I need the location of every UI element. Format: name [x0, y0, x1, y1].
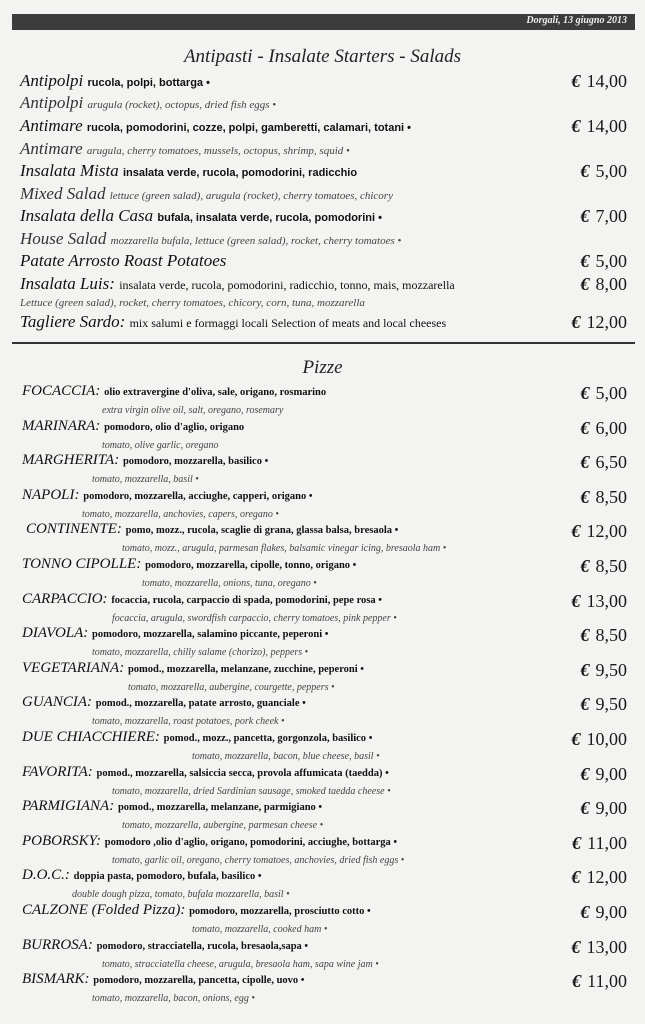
pizza-ingredients: olio extravergine d'oliva, sale, origano, rosmarino — [104, 387, 327, 398]
dot-icon: • — [299, 698, 306, 709]
item-price — [572, 592, 628, 610]
pizza-name: DUE CHIACCHIERE: — [22, 729, 164, 745]
price-value: 9,00 — [595, 798, 627, 818]
pizza-translation-line — [92, 643, 308, 659]
item-price — [572, 522, 628, 540]
pizza-ingredients: pomodoro, olio d'aglio, origano — [104, 422, 245, 433]
item-price — [581, 695, 628, 713]
pizza-ingredients: pomodoro, mozzarella, acciughe, capperi, origano — [83, 491, 307, 502]
item-description: rucola, pomodorini, cozze, polpi, gamberetti, calamari, totani — [86, 122, 405, 134]
starter-translation-line — [20, 294, 365, 310]
pizza-name: NAPOLI: — [22, 487, 84, 503]
pizza-ingredients: pomod., mozz., pancetta, gorgonzola, basilico — [163, 733, 367, 744]
item-alt-name: Antimare — [20, 139, 87, 158]
pizza-name: DIAVOLA: — [22, 625, 93, 641]
euro-icon: € — [580, 660, 590, 680]
pizza-ingredients: pomodoro, mozzarella, cipolle, tonno, origano — [145, 560, 351, 571]
price-value: 6,00 — [595, 418, 627, 438]
pizza-translation: tomato, mozz., arugula, parmesan flakes, balsamic vinegar icing, bresaola ham — [122, 543, 441, 554]
item-alt-name: Mixed Salad — [20, 184, 110, 203]
item-price — [581, 384, 628, 402]
starters-section-title: Antipasti - Insalate Starters - Salads — [183, 46, 462, 67]
item-price — [581, 419, 628, 437]
dot-icon: • — [440, 543, 447, 554]
starter-item — [20, 252, 226, 270]
pizza-translation: extra virgin olive oil, salt, oregano, rosemary — [102, 405, 284, 416]
pizza-translation: tomato, mozzarella, aubergine, courgette, peppers — [128, 682, 329, 693]
item-translation: lettuce (green salad), arugula (rocket), cherry tomatoes, chicory — [109, 190, 393, 202]
pizza-item — [22, 798, 322, 814]
euro-icon: € — [571, 867, 581, 887]
pizza-translation: tomato, garlic oil, oregano, cherry tomatoes, anchovies, dried fish eggs — [112, 855, 399, 866]
pizza-translation: tomato, mozzarella, cooked ham — [192, 924, 322, 935]
pizza-ingredients: doppia pasta, pomodoro, bufala, basilico — [73, 871, 256, 882]
pizza-translation: tomato, mozzarella, anchovies, capers, oregano — [82, 509, 273, 520]
starter-item — [20, 162, 357, 180]
pizza-translation: double dough pizza, tomato, bufala mozzarella, basil — [72, 889, 284, 900]
euro-icon: € — [571, 729, 581, 749]
pizza-translation-line — [192, 747, 380, 763]
price-value: 11,00 — [587, 971, 627, 991]
price-value: 6,50 — [595, 452, 627, 472]
price-value: 13,00 — [586, 937, 627, 957]
dot-icon: • — [390, 613, 397, 624]
item-name: Patate Arrosto — [20, 251, 124, 270]
dot-icon: • — [373, 751, 380, 762]
euro-icon: € — [572, 833, 582, 853]
item-price — [581, 275, 628, 293]
dot-icon: • — [261, 456, 269, 467]
dot-icon: • — [366, 733, 373, 744]
price-value: 14,00 — [586, 71, 627, 91]
dot-icon: • — [343, 145, 350, 157]
pizza-translation-line — [128, 678, 335, 694]
price-value: 10,00 — [586, 729, 627, 749]
pizza-name: TONNO CIPOLLE: — [22, 556, 146, 572]
item-price — [581, 453, 628, 471]
dot-icon: • — [390, 837, 398, 848]
pizza-name: CONTINENTE: — [26, 521, 126, 537]
dot-icon: • — [272, 509, 279, 520]
euro-icon: € — [571, 116, 581, 136]
starter-item — [20, 313, 446, 331]
dot-icon: • — [269, 99, 277, 111]
pizza-translation: tomato, mozzarella, onions, tuna, oregano — [142, 578, 311, 589]
pizza-item — [22, 729, 372, 745]
item-description: bufala, insalata verde, rucola, pomodorini — [157, 212, 376, 224]
euro-icon: € — [571, 312, 581, 332]
item-price — [581, 162, 628, 180]
pizza-ingredients: pomod., mozzarella, salsiccia secca, provola affumicata (taedda) — [96, 768, 383, 779]
price-value: 9,00 — [595, 902, 627, 922]
pizza-translation: tomato, mozzarella, roast potatoes, pork cheek — [92, 716, 279, 727]
dot-icon: • — [248, 993, 255, 1004]
item-translation: Roast Potatoes — [123, 251, 227, 270]
pizza-item — [22, 971, 304, 987]
pizza-item — [22, 694, 306, 710]
euro-icon: € — [580, 556, 590, 576]
euro-icon: € — [580, 383, 590, 403]
euro-icon: € — [580, 902, 590, 922]
euro-icon: € — [571, 591, 581, 611]
starter-item — [20, 275, 455, 293]
euro-icon: € — [580, 798, 590, 818]
euro-icon: € — [580, 418, 590, 438]
dot-icon: • — [301, 941, 309, 952]
item-price — [581, 903, 628, 921]
price-value: 11,00 — [587, 833, 627, 853]
pizza-item — [22, 937, 308, 953]
price-value: 9,50 — [595, 660, 627, 680]
dot-icon: • — [203, 77, 210, 89]
item-translation: Selection of meats and local cheeses — [268, 316, 447, 330]
euro-icon: € — [580, 251, 590, 271]
item-price — [572, 117, 628, 135]
item-price — [572, 834, 627, 852]
item-name: Tagliere Sardo: — [20, 312, 130, 331]
dot-icon: • — [298, 975, 305, 986]
euro-icon: € — [571, 521, 581, 541]
euro-icon: € — [571, 71, 581, 91]
starter-translation-line — [20, 230, 401, 248]
price-value: 8,00 — [595, 274, 627, 294]
pizza-translation: focaccia, arugula, swordfish carpaccio, cherry tomatoes, pink pepper — [112, 613, 391, 624]
item-name: Insalata Luis: — [20, 274, 120, 293]
dot-icon: • — [192, 474, 199, 485]
price-value: 5,00 — [595, 383, 627, 403]
euro-icon: € — [580, 161, 590, 181]
euro-icon: € — [580, 694, 590, 714]
pizza-ingredients: pomodoro ,olio d'aglio, origano, pomodorini, acciughe, bottarga — [104, 837, 391, 848]
pizza-translation-line — [142, 574, 317, 590]
pizza-translation-line — [92, 989, 255, 1005]
pizza-ingredients: pomodoro, mozzarella, salamino piccante, peperoni — [92, 629, 323, 640]
price-value: 8,50 — [595, 487, 627, 507]
price-value: 14,00 — [586, 116, 627, 136]
pizza-translation: tomato, mozzarella, basil — [92, 474, 193, 485]
dot-icon: • — [394, 235, 402, 247]
price-value: 9,50 — [595, 694, 627, 714]
euro-icon: € — [571, 937, 581, 957]
item-description: mix salumi e formaggi locali — [129, 316, 269, 330]
price-value: 7,00 — [595, 206, 627, 226]
item-translation: arugula, cherry tomatoes, mussels, octopus, shrimp, squid — [86, 145, 344, 157]
pizza-name: VEGETARIANA: — [22, 660, 128, 676]
price-value: 12,00 — [586, 312, 627, 332]
pizza-item — [22, 764, 389, 780]
pizza-translation: tomato, mozzarella, dried Sardinian sausage, smoked taedda cheese — [112, 786, 385, 797]
pizza-translation-line — [102, 436, 219, 452]
dot-icon: • — [283, 889, 290, 900]
pizza-translation: tomato, mozzarella, bacon, blue cheese, basil — [192, 751, 374, 762]
item-price — [572, 313, 628, 331]
pizza-item — [22, 383, 326, 399]
price-value: 8,50 — [595, 625, 627, 645]
pizza-name: MARGHERITA: — [22, 452, 123, 468]
pizza-item — [22, 867, 262, 883]
item-price — [572, 868, 628, 886]
pizza-translation: tomato, mozzarella, chilly salame (chorizo), peppers — [92, 647, 303, 658]
starter-translation-line — [20, 185, 393, 203]
dot-icon: • — [317, 820, 324, 831]
starter-translation-line — [20, 94, 276, 112]
item-translation: arugula (rocket), octopus, dried fish eggs — [87, 99, 270, 111]
pizza-name: GUANCIA: — [22, 694, 96, 710]
item-alt-name: Antipolpi — [20, 93, 88, 112]
starter-item — [20, 117, 411, 135]
pizza-item — [22, 902, 371, 918]
pizza-item — [22, 625, 328, 641]
dot-icon: • — [372, 959, 379, 970]
item-price — [581, 626, 628, 644]
item-price — [581, 207, 628, 225]
item-translation: Lettuce (green salad), rocket, cherry tomatoes, chicory, corn, tuna, mozzarella — [20, 297, 365, 309]
euro-icon: € — [580, 625, 590, 645]
price-value: 5,00 — [595, 161, 627, 181]
price-value: 9,00 — [595, 764, 627, 784]
pizza-name: FOCACCIA: — [22, 383, 105, 399]
pizza-item — [22, 487, 313, 503]
dot-icon: • — [398, 855, 405, 866]
dot-icon: • — [364, 906, 371, 917]
dot-icon: • — [328, 682, 335, 693]
pizza-translation: tomato, stracciatella cheese, arugula, bresaola ham, sapa wine jam — [102, 959, 373, 970]
section-divider — [12, 342, 635, 344]
dot-icon: • — [357, 664, 364, 675]
dot-icon: • — [306, 491, 313, 502]
price-value: 12,00 — [586, 521, 627, 541]
item-price — [581, 661, 628, 679]
dot-icon: • — [404, 122, 412, 134]
pizza-translation: tomato, olive garlic, oregano — [102, 440, 219, 451]
item-price — [581, 799, 628, 817]
dot-icon: • — [310, 578, 317, 589]
pizza-translation-line — [122, 816, 323, 832]
item-description: rucola, polpi, bottarga — [87, 77, 204, 89]
pizza-name: MARINARA: — [22, 418, 105, 434]
pizza-name: BURROSA: — [22, 937, 97, 953]
pizza-item — [22, 833, 397, 849]
item-alt-name: House Salad — [20, 229, 111, 248]
pizza-name: CALZONE (Folded Pizza): — [22, 902, 190, 918]
pizza-translation-line — [122, 539, 446, 555]
pizza-name: POBORSKY: — [22, 833, 105, 849]
pizza-translation-line — [92, 470, 199, 486]
pizza-translation-line — [82, 505, 279, 521]
pizza-ingredients: pomodoro, stracciatella, rucola, bresaola,sapa — [96, 941, 302, 952]
pizza-ingredients: pomod., mozzarella, patate arrosto, guanciale — [95, 698, 300, 709]
euro-icon: € — [580, 274, 590, 294]
dot-icon: • — [375, 595, 382, 606]
item-price — [581, 557, 628, 575]
starter-item — [20, 72, 210, 90]
dot-icon: • — [315, 802, 323, 813]
dot-icon: • — [392, 525, 399, 536]
item-price — [581, 765, 628, 783]
pizza-item — [26, 521, 398, 537]
item-price — [581, 488, 628, 506]
item-description: insalata verde, rucola, pomodorini, radicchio, tonno, mais, mozzarella — [119, 278, 455, 292]
pizza-translation-line — [92, 712, 284, 728]
pizza-name: FAVORITA: — [22, 764, 97, 780]
pizza-ingredients: pomodoro, mozzarella, pancetta, cipolle, uovo — [93, 975, 299, 986]
euro-icon: € — [572, 971, 582, 991]
item-price — [581, 252, 628, 270]
item-name: Antimare — [20, 116, 87, 135]
pizza-translation-line — [102, 401, 283, 417]
price-value: 5,00 — [595, 251, 627, 271]
pizza-ingredients: focaccia, rucola, carpaccio di spada, pomodorini, pepe rosa — [111, 595, 376, 606]
euro-icon: € — [580, 206, 590, 226]
pizza-name: CARPACCIO: — [22, 591, 112, 607]
dot-icon: • — [375, 212, 382, 224]
item-price — [572, 730, 628, 748]
dot-icon: • — [278, 716, 285, 727]
pizza-name: BISMARK: — [22, 971, 94, 987]
dot-icon: • — [302, 647, 309, 658]
pizza-ingredients: pomodoro, mozzarella, prosciutto cotto — [189, 906, 365, 917]
menu-date: Dorgali, 13 giugno 2013 — [526, 15, 627, 26]
item-translation: mozzarella bufala, lettuce (green salad), rocket, cherry tomatoes — [110, 235, 395, 247]
header-bar — [12, 14, 635, 30]
euro-icon: € — [580, 764, 590, 784]
pizza-item — [22, 418, 244, 434]
pizza-ingredients: pomo, mozz., rucola, scaglie di grana, glassa balsa, bresaola — [125, 525, 392, 536]
euro-icon: € — [580, 487, 590, 507]
item-name: Antipolpi — [20, 71, 88, 90]
pizza-translation: tomato, mozzarella, aubergine, parmesan cheese — [122, 820, 318, 831]
item-description: insalata verde, rucola, pomodorini, radicchio — [122, 167, 358, 179]
pizza-item — [22, 591, 382, 607]
dot-icon: • — [350, 560, 357, 571]
pizza-item — [22, 556, 356, 572]
pizza-translation-line — [192, 920, 327, 936]
pizza-ingredients: pomod., mozzarella, melanzane, parmigiano — [117, 802, 316, 813]
item-price — [572, 938, 628, 956]
pizze-section-title: Pizze — [302, 357, 343, 378]
pizza-name: D.O.C.: — [22, 867, 74, 883]
starter-item — [20, 207, 382, 225]
item-name: Insalata Mista — [20, 161, 123, 180]
item-name: Insalata della Casa — [20, 206, 158, 225]
item-price — [572, 972, 627, 990]
pizza-translation: tomato, mozzarella, bacon, onions, egg — [92, 993, 249, 1004]
pizza-ingredients: pomod., mozzarella, melanzane, zucchine, peperoni — [127, 664, 358, 675]
price-value: 13,00 — [586, 591, 627, 611]
dot-icon: • — [322, 629, 329, 640]
dot-icon: • — [255, 871, 262, 882]
pizza-name: PARMIGIANA: — [22, 798, 118, 814]
price-value: 8,50 — [595, 556, 627, 576]
item-price — [572, 72, 628, 90]
price-value: 12,00 — [586, 867, 627, 887]
starter-translation-line — [20, 140, 350, 158]
dot-icon: • — [384, 786, 391, 797]
pizza-item — [22, 452, 268, 468]
pizza-translation-line — [72, 885, 290, 901]
pizza-translation-line — [112, 609, 397, 625]
pizza-translation-line — [112, 782, 391, 798]
pizza-item — [22, 660, 364, 676]
pizza-translation-line — [102, 955, 379, 971]
pizza-translation-line — [112, 851, 404, 867]
dot-icon: • — [321, 924, 328, 935]
euro-icon: € — [580, 452, 590, 472]
dot-icon: • — [382, 768, 389, 779]
pizza-ingredients: pomodoro, mozzarella, basilico — [122, 456, 262, 467]
